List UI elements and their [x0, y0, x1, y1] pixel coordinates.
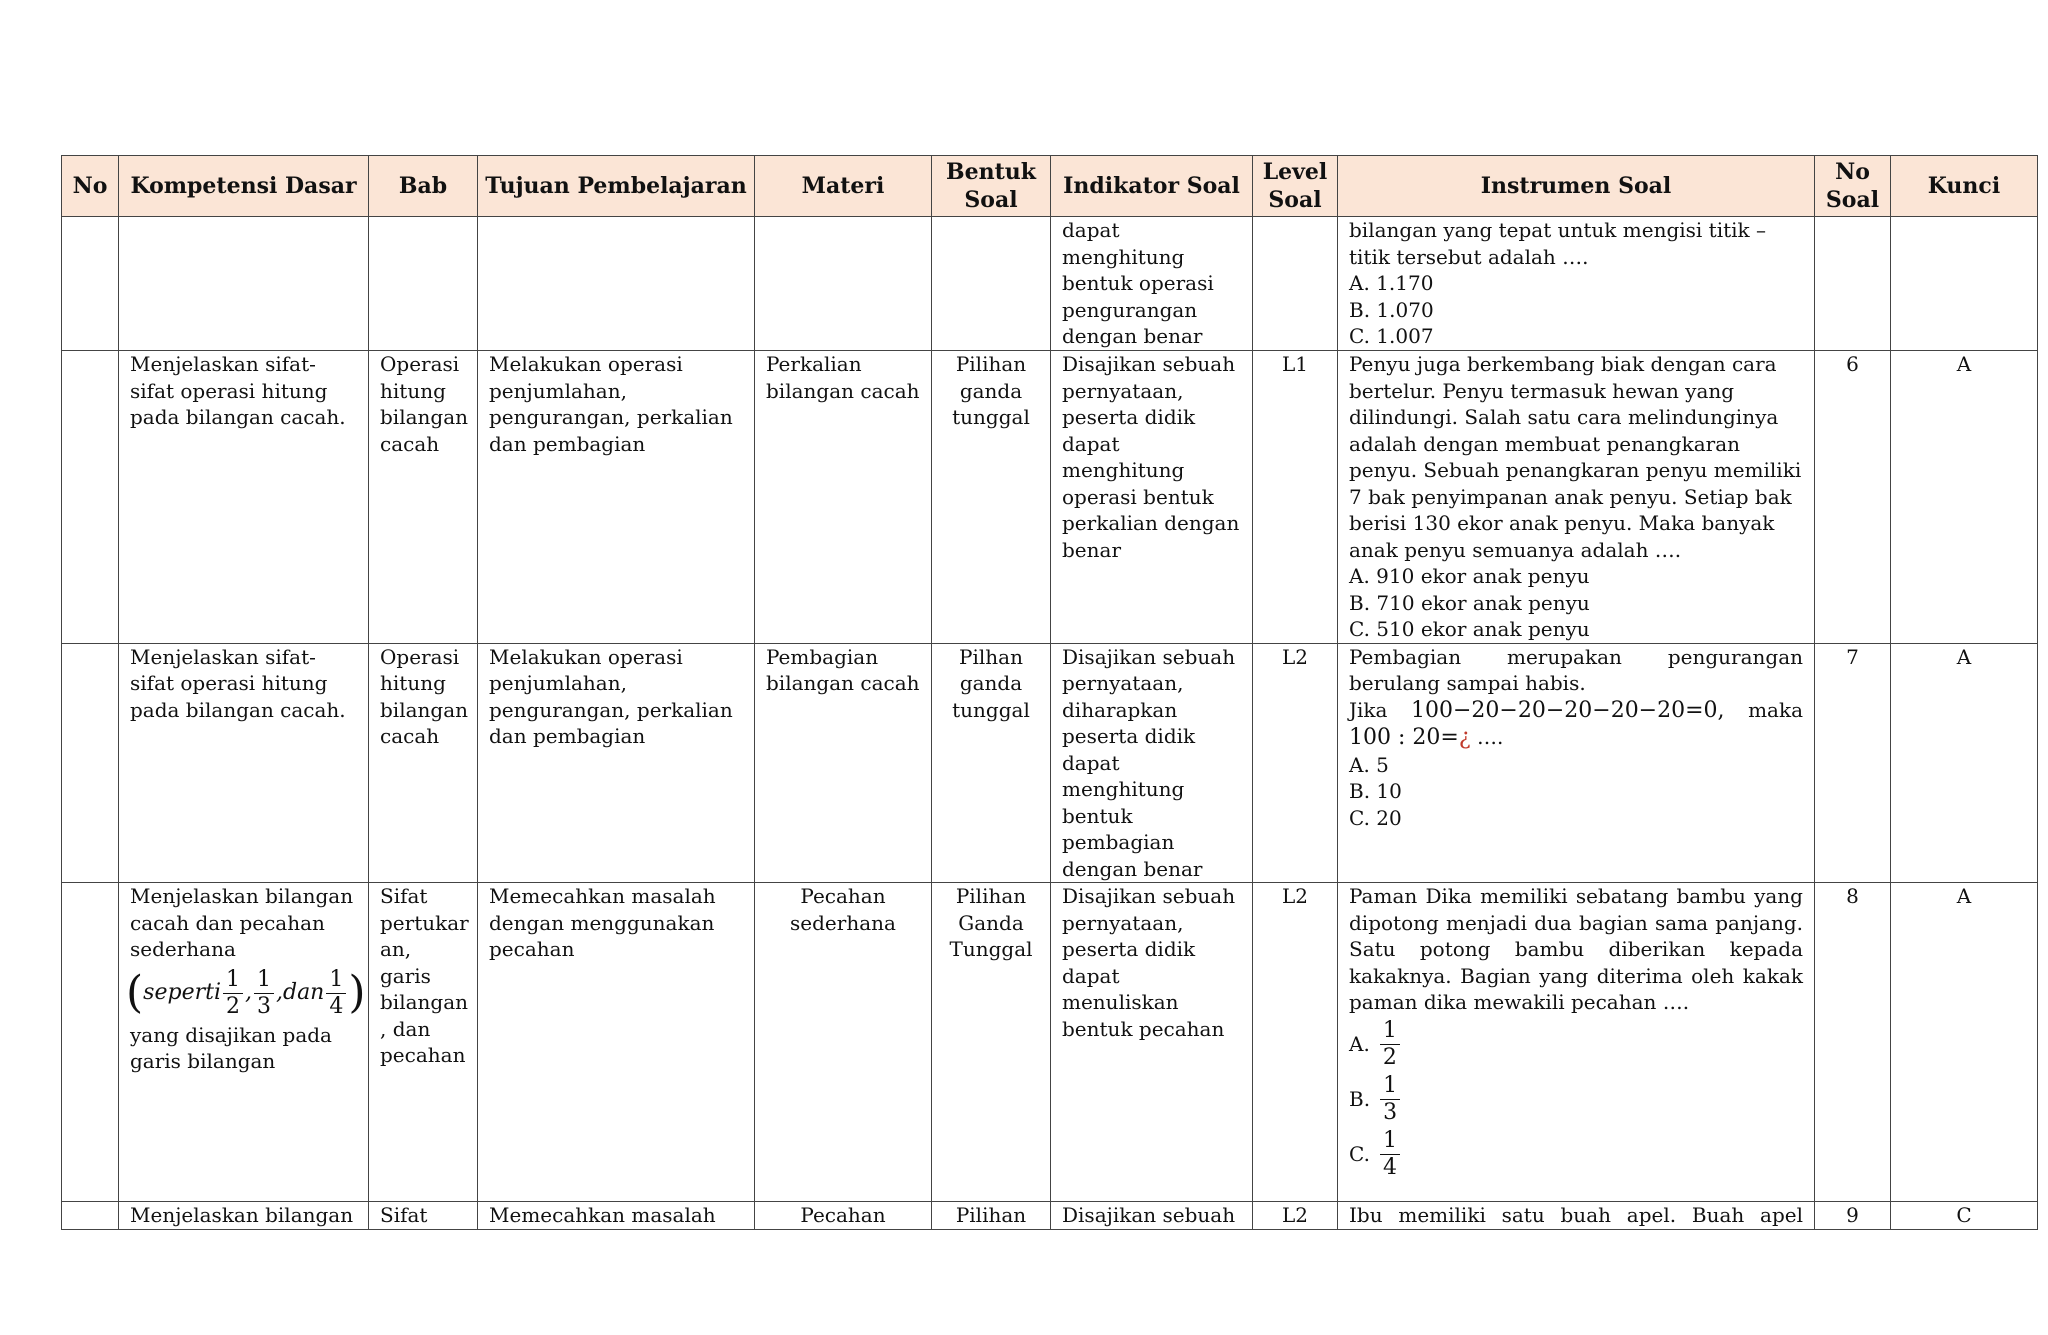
header-level: Level Soal: [1253, 156, 1338, 217]
comma: ,: [244, 979, 252, 1005]
math-word-seperti: seperti: [143, 979, 221, 1005]
cell-bentuk: Pilhan ganda tunggal: [932, 643, 1051, 883]
option-b: B. 710 ekor anak penyu: [1349, 590, 1590, 615]
table-row: [62, 217, 2038, 351]
cell-level: L2: [1253, 883, 1338, 1202]
division-mark: ¿: [1458, 725, 1471, 750]
cell-no: [62, 1202, 119, 1230]
cell-no: [62, 217, 119, 351]
cell-no-soal: 6: [1815, 351, 1891, 644]
close-paren: ): [348, 967, 366, 1018]
option-b: B. 1.070: [1349, 297, 1434, 322]
kompetensi-math: [126, 966, 366, 1020]
jika-word: Jika: [1349, 697, 1388, 722]
header-row: [62, 156, 2038, 217]
cell-tujuan: Melakukan operasi penjumlahan, pengurangan, perkalian dan pembagian: [478, 351, 755, 644]
comma: ,: [275, 979, 283, 1005]
open-paren: (: [126, 967, 144, 1018]
fraction-third: [254, 967, 274, 1020]
cell-bentuk: [932, 217, 1051, 351]
cell-instrumen: Ibu memiliki satu buah apel. Buah apel: [1338, 1202, 1815, 1230]
option-a: [1349, 1018, 1803, 1071]
cell-no: [62, 643, 119, 883]
kompetensi-text: Menjelaskan bilangan cacah dan pecahan sederhana: [130, 884, 354, 961]
option-c: C. 1.007: [1349, 324, 1434, 348]
cell-materi: Pecahan sederhana: [755, 883, 932, 1202]
fraction-num: 1: [223, 967, 243, 994]
option-c: C. 20: [1349, 805, 1402, 830]
cell-kompetensi: Menjelaskan bilangan: [119, 1202, 369, 1230]
header-no-soal: No Soal: [1815, 156, 1891, 217]
cell-bab: Operasi hitung bilangan cacah: [369, 643, 478, 883]
option-b: [1349, 1073, 1803, 1126]
division-expression: 100 : 20=: [1349, 725, 1459, 750]
header-bab: Bab: [369, 156, 478, 217]
question-text: Penyu juga berkembang biak dengan cara bertelur. Penyu termasuk hewan yang dilindungi. Salah satu cara melindunginya adalah dengan membuat penangkaran penyu. Sebuah penangkaran penyu memiliki 7 bak penyimpanan anak penyu. Setiap bak berisi 130 ekor anak penyu. Maka banyak anak penyu semuanya adalah ….: [1349, 352, 1802, 562]
option-c: [1349, 1128, 1803, 1181]
cell-no: [62, 883, 119, 1202]
cell-kunci: A: [1891, 351, 2038, 644]
header-kompetensi: Kompetensi Dasar: [119, 156, 369, 217]
cell-level: L2: [1253, 643, 1338, 883]
cell-materi: Perkalian bilangan cacah: [755, 351, 932, 644]
fraction-den: 4: [1382, 1154, 1397, 1180]
fraction-num: 1: [254, 967, 274, 994]
fraction-quarter: [326, 967, 346, 1020]
cell-instrumen: [1338, 643, 1815, 883]
cell-bab: Operasi hitung bilangan cacah: [369, 351, 478, 644]
question-text: bilangan yang tepat untuk mengisi titik – titik tersebut adalah ….: [1349, 218, 1767, 269]
table-row: [62, 1202, 2038, 1230]
fraction-den: 3: [1383, 1099, 1398, 1125]
cell-bab: Sifat pertukar an, garis bilangan , dan pecahan: [369, 883, 478, 1202]
option-label: C.: [1349, 1141, 1370, 1166]
cell-tujuan: Memecahkan masalah dengan menggunakan pecahan: [478, 883, 755, 1202]
option-a: A. 1.170: [1349, 271, 1434, 295]
table-row: [62, 883, 2038, 1202]
option-a: A. 5: [1349, 752, 1389, 777]
header-bentuk: Bentuk Soal: [932, 156, 1051, 217]
cell-no: [62, 351, 119, 644]
header-kunci: Kunci: [1891, 156, 2038, 217]
kisi-kisi-table: [61, 155, 2038, 1230]
header-tujuan: Tujuan Pembelajaran: [478, 156, 755, 217]
cell-level: [1253, 217, 1338, 351]
cell-no-soal: 7: [1815, 643, 1891, 883]
option-label: B.: [1349, 1086, 1371, 1111]
cell-level: L1: [1253, 351, 1338, 644]
cell-materi: Pecahan: [755, 1202, 932, 1230]
cell-kunci: C: [1891, 1202, 2038, 1230]
option-fraction: [1380, 1018, 1400, 1071]
cell-tujuan: Melakukan operasi penjumlahan, pengurangan, perkalian dan pembagian: [478, 643, 755, 883]
cell-indikator: Disajikan sebuah: [1051, 1202, 1253, 1230]
equation-line: [1349, 697, 1803, 725]
cell-indikator: Disajikan sebuah pernyataan, diharapkan peserta didik dapat menghitung bentuk pembagian dengan benar: [1051, 643, 1253, 883]
cell-indikator: Disajikan sebuah pernyataan, peserta didik dapat menuliskan bentuk pecahan: [1051, 883, 1253, 1202]
cell-kompetensi: [119, 217, 369, 351]
cell-bentuk: Pilihan: [932, 1202, 1051, 1230]
cell-kunci: A: [1891, 643, 2038, 883]
division-line: [1349, 724, 1803, 752]
option-fraction: [1380, 1128, 1400, 1181]
cell-no-soal: 8: [1815, 883, 1891, 1202]
option-fraction: [1380, 1073, 1400, 1126]
option-c: C. 510 ekor anak penyu: [1349, 617, 1590, 641]
fraction-den: 3: [256, 993, 271, 1019]
fraction-den: 4: [329, 993, 344, 1019]
fraction-num: 1: [326, 967, 346, 994]
cell-bentuk: Pilihan Ganda Tunggal: [932, 883, 1051, 1202]
cell-kunci: A: [1891, 883, 2038, 1202]
header-indikator: Indikator Soal: [1051, 156, 1253, 217]
cell-indikator: Disajikan sebuah pernyataan, peserta didik dapat menghitung operasi bentuk perkalian dengan benar: [1051, 351, 1253, 644]
cell-kompetensi: Menjelaskan sifat-sifat operasi hitung pada bilangan cacah.: [119, 643, 369, 883]
table-row: [62, 351, 2038, 644]
fraction-num: 1: [1380, 1073, 1400, 1100]
cell-kompetensi: Menjelaskan sifat-sifat operasi hitung pada bilangan cacah.: [119, 351, 369, 644]
cell-no-soal: [1815, 217, 1891, 351]
cell-level: L2: [1253, 1202, 1338, 1230]
table-row: [62, 643, 2038, 883]
cell-kunci: [1891, 217, 2038, 351]
cell-indikator: dapat menghitung bentuk operasi pengurangan dengan benar: [1051, 217, 1253, 351]
cell-instrumen: [1338, 883, 1815, 1202]
fraction-den: 2: [225, 993, 240, 1019]
fraction-num: 1: [1380, 1018, 1400, 1045]
math-word-dan: dan: [282, 979, 325, 1005]
kompetensi-text: yang disajikan pada garis bilangan: [130, 1022, 332, 1073]
cell-bab: [369, 217, 478, 351]
fraction-num: 1: [1380, 1128, 1400, 1155]
cell-materi: Pembagian bilangan cacah: [755, 643, 932, 883]
cell-tujuan: [478, 217, 755, 351]
question-text-line1: Pembagian merupakan pengurangan: [1349, 644, 1803, 669]
equation: 100−20−20−20−20−20=0,: [1410, 697, 1725, 723]
option-label: A.: [1349, 1031, 1370, 1056]
division-tail: ….: [1470, 725, 1504, 749]
question-text-line2: berulang sampai habis.: [1349, 671, 1586, 695]
fraction-den: 2: [1382, 1044, 1397, 1070]
cell-tujuan: Memecahkan masalah: [478, 1202, 755, 1230]
cell-bab: Sifat: [369, 1202, 478, 1230]
cell-bentuk: Pilihan ganda tunggal: [932, 351, 1051, 644]
fraction-half: [223, 967, 243, 1020]
cell-no-soal: 9: [1815, 1202, 1891, 1230]
cell-instrumen: [1338, 351, 1815, 644]
maka-word: maka: [1748, 697, 1803, 722]
question-text: Paman Dika memiliki sebatang bambu yang dipotong menjadi dua bagian sama panjang. Satu potong bambu diberikan kepada kakaknya. Bagian yang diterima oleh kakak paman dika mewakili pecahan ….: [1349, 884, 1803, 1014]
option-a: A. 910 ekor anak penyu: [1349, 564, 1590, 588]
header-no: No: [62, 156, 119, 217]
header-materi: Materi: [755, 156, 932, 217]
header-instrumen: Instrumen Soal: [1338, 156, 1815, 217]
cell-materi: [755, 217, 932, 351]
option-b: B. 10: [1349, 779, 1402, 803]
cell-instrumen: [1338, 217, 1815, 351]
cell-kompetensi: [119, 883, 369, 1202]
